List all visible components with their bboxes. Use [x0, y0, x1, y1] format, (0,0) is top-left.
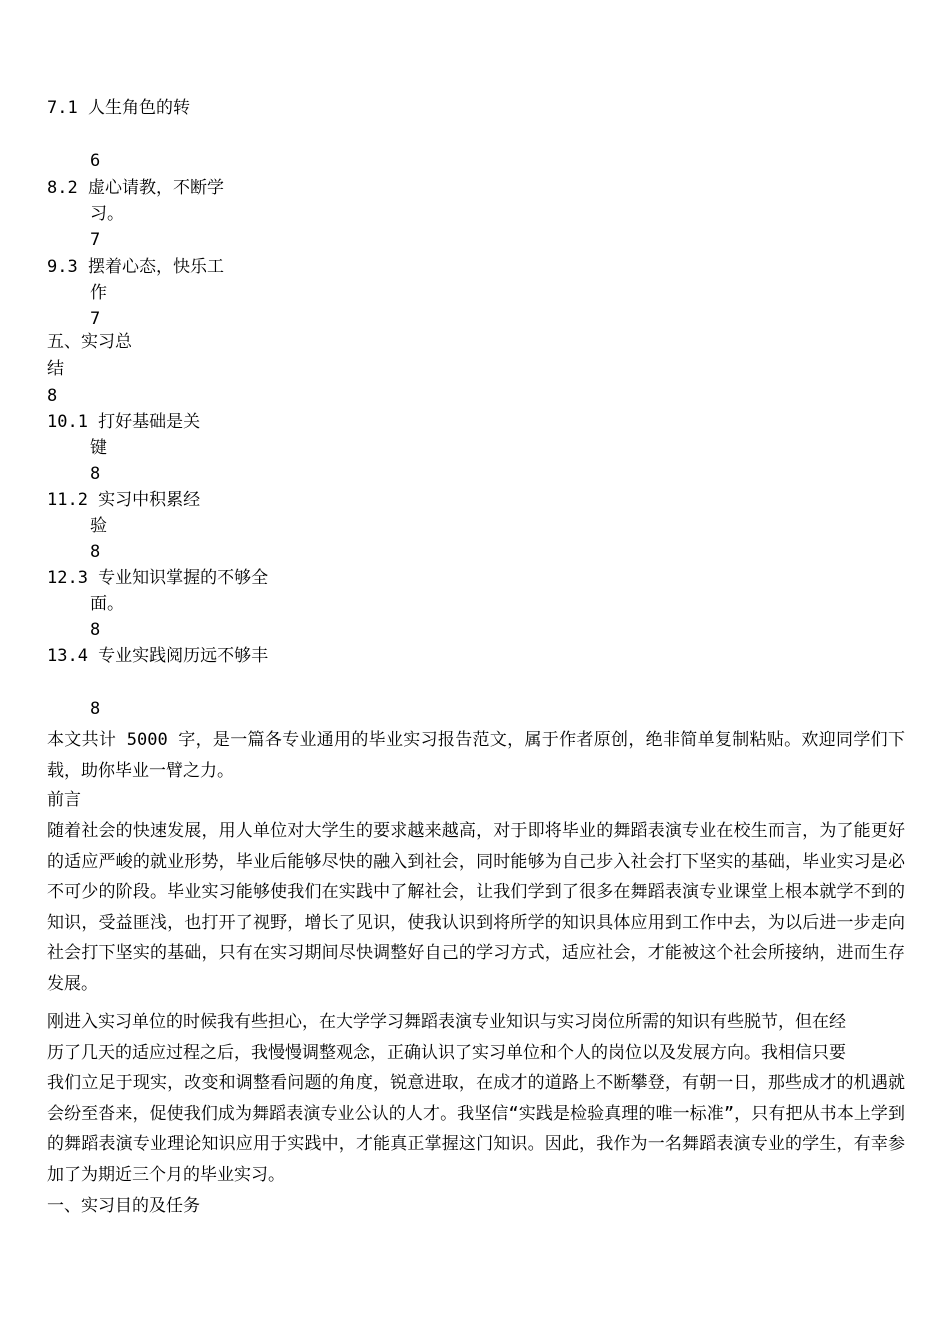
toc-entry-title: 8.2 虚心请教，不断学 [47, 178, 224, 198]
toc-entry-page: 8 [90, 542, 101, 562]
toc-entry-title: 12.3 专业知识掌握的不够全 [47, 568, 269, 588]
toc-entry-title: 9.3 摆着心态，快乐工 [47, 257, 224, 277]
toc-entry-title-continued: 习。 [90, 204, 124, 224]
toc-entry-page: 8 [90, 699, 101, 719]
intro-paragraph: 本文共计 5000 字，是一篇各专业通用的毕业实习报告范文，属于作者原创，绝非简单复制粘贴。欢迎同学们下载，助你毕业一臂之力。 [47, 730, 905, 781]
preface-paragraph: 随着社会的快速发展，用人单位对大学生的要求越来越高，对于即将毕业的舞蹈表演专业在校生而言，为了能更好的适应严峻的就业形势，毕业后能够尽快的融入到社会，同时能够为自己步入社会打下坚实的基础，毕业实习是必不可少的阶段。毕业实习能够使我们在实践中了解社会，让我们学到了很多在舞蹈表演专业课堂上根本就学不到的知识，受益匪浅，也打开了视野，增长了见识，使我认识到将所学的知识具体应用到工作中去，为以后进一步走向社会打下坚实的基础，只有在实习期间尽快调整好自己的学习方式，适应社会，才能被这个社会所接纳，进而生存发展。 [47, 821, 905, 994]
preface-heading: 前言 [47, 790, 81, 810]
toc-entry-page: 8 [90, 464, 101, 484]
body-paragraph: 我们立足于现实，改变和调整看问题的角度，锐意进取，在成才的道路上不断攀登，有朝一日，那些成才的机遇就会纷至沓来，促使我们成为舞蹈表演专业公认的人才。我坚信“实践是检验真理的唯一标准”，只有把从书本上学到的舞蹈表演专业理论知识应用于实践中，才能真正掌握这门知识。因此，我作为一名舞蹈表演专业的学生，有幸参加了为期近三个月的毕业实习。 [47, 1073, 905, 1185]
toc-entry-title-continued: 面。 [90, 594, 124, 614]
toc-entry-title: 13.4 专业实践阅历远不够丰 [47, 646, 269, 666]
toc-entry-page: 8 [47, 386, 58, 406]
toc-entry-title-continued: 结 [47, 359, 64, 379]
toc-entry-title-continued: 验 [90, 516, 107, 536]
toc-entry-page: 6 [90, 151, 101, 171]
toc-entry-title: 五、实习总 [47, 332, 132, 352]
paragraph-line: 刚进入实习单位的时候我有些担心，在大学学习舞蹈表演专业知识与实习岗位所需的知识有些脱节，但在经 [47, 1012, 846, 1032]
paragraph-line: 历了几天的适应过程之后，我慢慢调整观念，正确认识了实习单位和个人的岗位以及发展方向。我相信只要 [47, 1043, 846, 1063]
toc-entry-title-continued: 作 [90, 283, 107, 303]
toc-entry-page: 7 [90, 309, 101, 329]
toc-entry-page: 7 [90, 230, 101, 250]
toc-entry-title: 7.1 人生角色的转 [47, 98, 190, 118]
section-heading: 一、实习目的及任务 [47, 1196, 200, 1216]
toc-entry-page: 8 [90, 620, 101, 640]
toc-entry-title: 10.1 打好基础是关 [47, 412, 201, 432]
toc-entry-title: 11.2 实习中积累经 [47, 490, 201, 510]
toc-entry-title-continued: 键 [90, 438, 107, 458]
